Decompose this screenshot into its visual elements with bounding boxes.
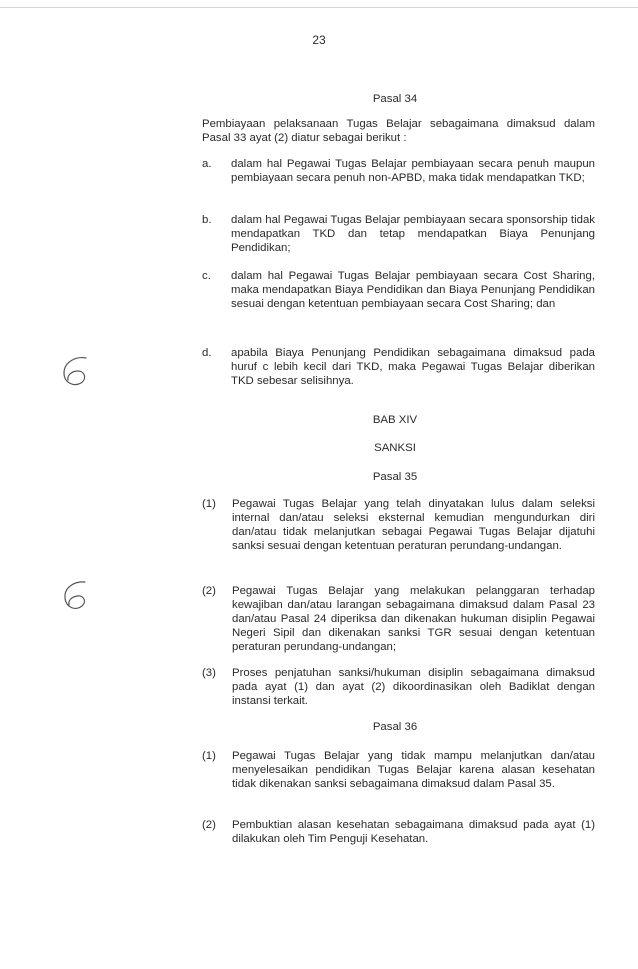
- bab-title: SANKSI: [374, 442, 416, 454]
- item-text: Pembuktian alasan kesehatan sebagaimana dimaksud pada ayat (1) dilakukan oleh Tim Penguji Kesehatan.: [232, 819, 595, 845]
- item-label: b.: [202, 214, 212, 226]
- item-text: Pegawai Tugas Belajar yang telah dinyatakan lulus dalam seleksi internal dan/atau seleksi eksternal kemudian mengundurkan diri dan/atau tidak melanjutkan sebagai Pegawai Tugas Belajar dijatuhi sanksi sesuai dengan ketentuan peraturan perundang-undangan.: [232, 498, 595, 552]
- item-text: dalam hal Pegawai Tugas Belajar pembiayaan secara penuh maupun pembiayaan secara penuh non-APBD, maka tidak mendapatkan TKD;: [231, 158, 595, 184]
- item-label: a.: [202, 158, 212, 170]
- item-text: apabila Biaya Penunjang Pendidikan sebagaimana dimaksud pada huruf c lebih kecil dari TKD, maka Pegawai Tugas Belajar diberikan TKD sebesar selisihnya.: [231, 347, 595, 387]
- handwritten-mark-lower: [56, 578, 96, 614]
- pasal-34-intro: Pembiayaan pelaksanaan Tugas Belajar sebagaimana dimaksud dalam Pasal 33 ayat (2) diatur sebagai berikut :: [202, 118, 595, 144]
- item-label: (1): [202, 498, 216, 510]
- page-top-border: [0, 7, 638, 8]
- pasal-35-title: Pasal 35: [372, 471, 418, 483]
- item-text: Pegawai Tugas Belajar yang tidak mampu melanjutkan dan/atau menyelesaikan pendidikan Tugas Belajar karena alasan kesehatan tidak dikenakan sanksi sebagaimana dimaksud dalam Pasal 35.: [232, 750, 595, 790]
- handwritten-mark-upper: [56, 354, 96, 390]
- item-label: (3): [202, 667, 216, 679]
- item-label: (1): [202, 750, 216, 762]
- pasal-34-title: Pasal 34: [372, 93, 418, 105]
- item-text: Pegawai Tugas Belajar yang melakukan pelanggaran terhadap kewajiban dan/atau larangan sebagaimana dimaksud dalam Pasal 23 dan/atau Pasal 24 diperiksa dan dikenakan hukuman disiplin Pegawai Negeri Sipil dan dikenakan sanksi TGR sesuai dengan ketentuan peraturan perundang-undangan;: [232, 585, 595, 653]
- bab-heading: BAB XIV: [372, 414, 418, 426]
- item-label: (2): [202, 819, 216, 831]
- item-text: dalam hal Pegawai Tugas Belajar pembiayaan secara sponsorship tidak mendapatkan TKD dan tetap mendapatkan Biaya Penunjang Pendidikan;: [231, 214, 595, 254]
- page-number: 23: [312, 33, 326, 47]
- item-label: d.: [202, 347, 212, 359]
- item-text: Proses penjatuhan sanksi/hukuman disiplin sebagaimana dimaksud pada ayat (1) dan ayat (2) dikoordinasikan oleh Badiklat dengan instansi terkait.: [232, 667, 595, 707]
- item-label: c.: [202, 270, 211, 282]
- item-text: dalam hal Pegawai Tugas Belajar pembiayaan secara Cost Sharing, maka mendapatkan Biaya Pendidikan dan Biaya Penunjang Pendidikan sesuai dengan ketentuan pembiayaan secara Cost Sharing; dan: [231, 270, 595, 310]
- pasal-36-title: Pasal 36: [372, 721, 418, 733]
- item-label: (2): [202, 585, 216, 597]
